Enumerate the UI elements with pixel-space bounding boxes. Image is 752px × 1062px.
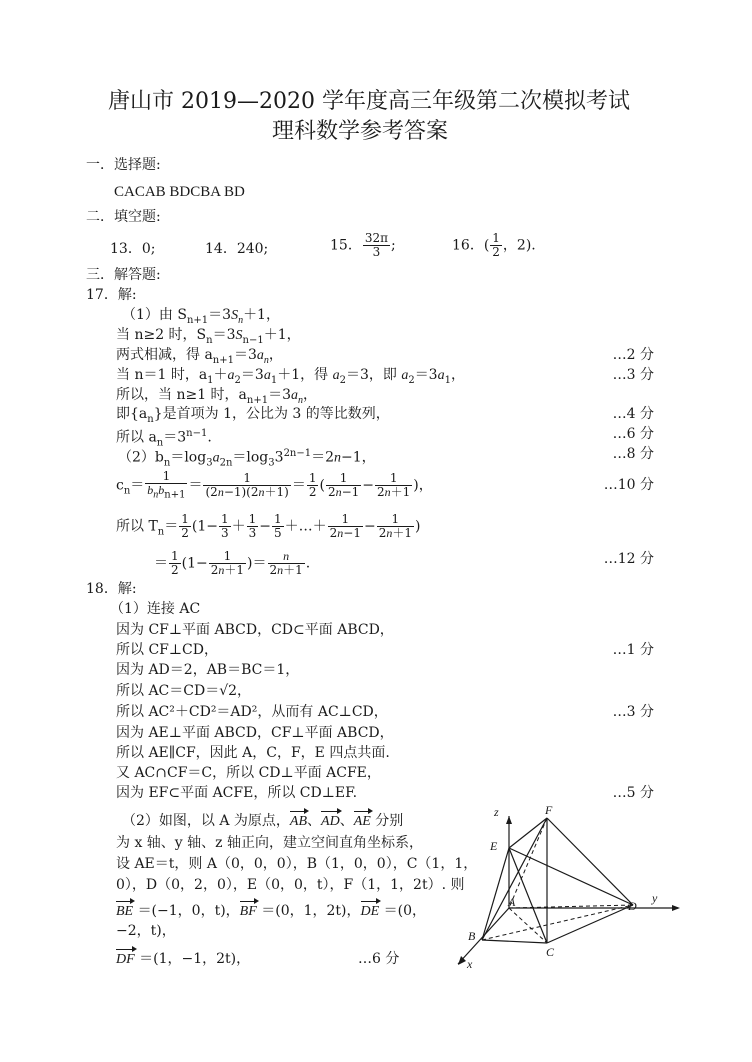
q17-line5: 所以，当 n≥1 时，$a_{n+1}=3a_n$，	[116, 387, 318, 406]
q17-score-3: …3 分	[612, 367, 654, 383]
label-B: B	[468, 929, 476, 943]
q18-score-6: …6 分	[358, 951, 400, 967]
q18-line10: 因为 EF⊂平面 ACFE，所以 CD⊥EF.	[116, 785, 358, 801]
q18-score-1: …1 分	[612, 642, 654, 658]
section-choice-heading: 一．选择题:	[86, 157, 161, 173]
q18-score-3: …3 分	[612, 704, 654, 720]
title-line1: 唐山市 2019—2020 学年度高三年级第二次模拟考试	[108, 89, 630, 114]
q18-line3: 所以 CF⊥CD，	[116, 642, 218, 658]
q18-line7: 因为 AE⊥平面 ABCD，CF⊥平面 ABCD，	[116, 725, 394, 741]
q17-line8: $(2)b_n=\log_3a_{2n}=\log_33^{2n-1}=2n-1$，	[118, 448, 376, 469]
q17-line2: 当 n≥2 时，$S_n=3S_{n-1}+1$，	[116, 327, 301, 346]
q18-line9: 又 AC∩CF＝C，所以 CD⊥平面 ACFE，	[116, 765, 381, 781]
label-C: C	[546, 945, 555, 959]
q18-part2-line2: 为 x 轴、y 轴、z 轴正向，建立空间直角坐标系，	[116, 835, 423, 851]
q18-line2: 因为 CF⊥平面 ABCD，CD⊂平面 ABCD，	[116, 622, 394, 638]
q18-part2-line1: （2）如图，以 A 为原点，AB、AD、AE 分别	[122, 813, 404, 829]
q17-score-8: …8 分	[612, 446, 654, 462]
q18-part2-line6: −2，t)，	[116, 923, 176, 939]
q18-label: 18．解:	[86, 581, 137, 597]
q17-score-12: …12 分	[603, 551, 654, 567]
section-solve-heading: 三．解答题:	[86, 267, 161, 283]
q18-line4: 因为 AD＝2，AB＝BC＝1，	[116, 662, 300, 678]
q17-label: 17．解:	[86, 287, 137, 303]
label-D: D	[628, 899, 637, 913]
q17-line1: （1）由 $S_{n+1}=3S_n+1$，	[122, 307, 280, 326]
q17-line9: $c_n=$ $\frac{1}{b_nb_{n+1}}$ ＝ $\frac{1}{(2n-1)(2n+1)}$ ＝ $\frac{1}{2}$ ( $\frac{1}{2n-1}$ − $\frac{1}{2n+1}$ )，	[116, 469, 433, 501]
q18-score-5: …5 分	[612, 785, 654, 801]
q18-line8: 所以 AE∥CF，因此 A，C，F，E 四点共面.	[116, 745, 390, 761]
q18-line1: （1）连接 AC	[110, 601, 201, 617]
label-x: x	[467, 957, 473, 971]
q18-line5: 所以 AC＝CD＝√2，	[116, 683, 252, 699]
answer-13: 13．0;	[110, 241, 156, 257]
q17-score-4: …4 分	[612, 406, 654, 422]
geometry-figure	[450, 800, 690, 980]
q18-part2-line4: 0），D（0，2，0），E（0，0，t），F（1，1，2t）. 则	[116, 877, 465, 893]
q18-part2-line7: DF ＝(1，−1，2t)，	[116, 951, 251, 967]
title-line2: 理科数学参考答案	[272, 119, 449, 144]
q18-part2-line3: 设 AE＝t，则 A（0，0，0），B（1，0，0），C（1，1，	[116, 856, 478, 872]
q17-line10: 所以 $T_n=$ $\frac{1}{2}$ (1− $\frac{1}{3}$ ＋ $\frac{1}{3}$ − $\frac{1}{5}$ ＋…＋ $\frac{1}{2n-1}$ − $\frac{1}{2n+1}$ )	[116, 512, 421, 540]
choice-answers: CACAB BDCBA BD	[114, 184, 245, 200]
q17-line6: 即$\{a_n\}$是首项为 1，公比为 3 的等比数列，	[116, 406, 390, 425]
label-E: E	[490, 839, 498, 853]
q17-line11: ＝ $\frac{1}{2}$ (1− $\frac{1}{2n+1}$ )＝ $\frac{n}{2n+1}$ .	[154, 549, 311, 577]
q17-score-2: …2 分	[612, 347, 654, 363]
label-F: F	[545, 803, 553, 817]
q17-line3: 两式相减，得 $a_{n+1}=3a_n$，	[116, 347, 283, 366]
q17-line4: 当 n＝1 时，$a_1+a_2=3a_1+1$，得 $a_2=3$，即 $a_2=3a_1$，	[116, 367, 465, 386]
answer-15: 15． $\frac{32\pi}{3}$ ;	[330, 231, 396, 259]
label-z: z	[494, 805, 499, 819]
q17-score-6: …6 分	[612, 426, 654, 442]
label-A: A	[508, 895, 516, 909]
answer-16: 16．( $\frac{1}{2}$ ，2).	[452, 231, 536, 259]
label-y: y	[652, 891, 658, 905]
q17-score-10: …10 分	[603, 477, 654, 493]
answer-14: 14．240;	[205, 241, 269, 257]
q17-line7: 所以 $a_n=3^{n-1}$.	[116, 428, 212, 449]
q18-line6: 所以 AC²＋CD²＝AD²，从而有 AC⊥CD，	[116, 704, 388, 720]
q18-part2-line5: BE ＝(−1，0，t)，BF ＝(0，1，2t)，DE ＝(0，	[116, 903, 427, 919]
section-fill-heading: 二．填空题:	[86, 209, 161, 225]
